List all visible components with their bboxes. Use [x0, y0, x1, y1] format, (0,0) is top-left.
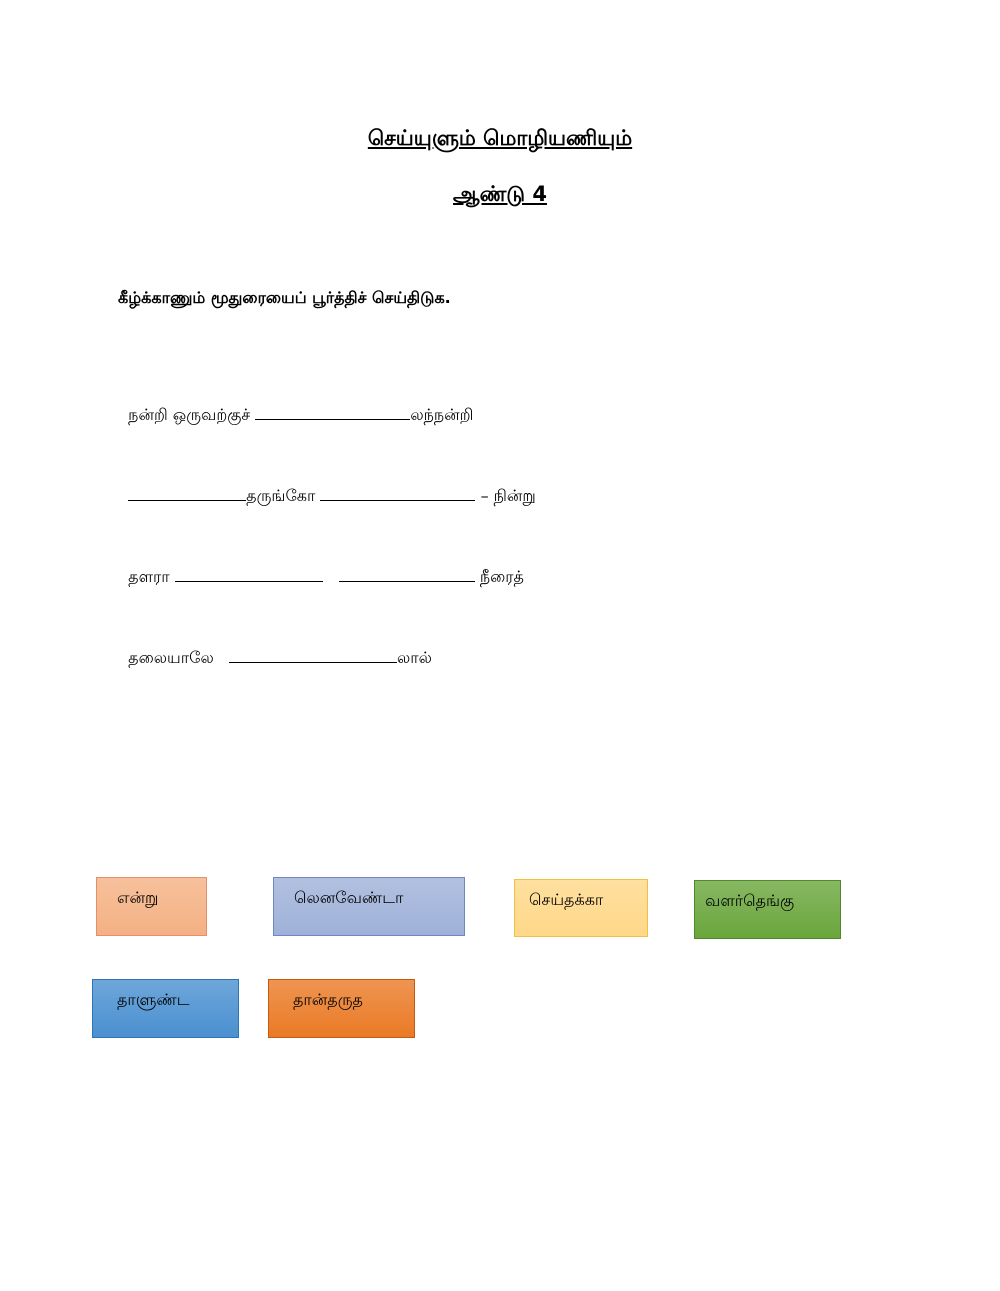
blank-5[interactable] — [339, 567, 475, 582]
word-chip-thaantharutha[interactable]: தான்தருத — [268, 979, 415, 1038]
blank-1[interactable] — [255, 405, 410, 420]
blank-6[interactable] — [229, 648, 397, 663]
verse-line-1-after: லந்நன்றி — [410, 405, 474, 424]
word-chip-valarthengu[interactable]: வளர்தெங்கு — [694, 880, 841, 939]
blank-3[interactable] — [320, 486, 475, 501]
verse-line-4 — [118, 629, 432, 669]
word-chip-lenavendaa[interactable]: லெனவேண்டா — [273, 877, 465, 936]
verse-line-4-after: லால் — [397, 648, 432, 667]
verse-line-4-before: தலையாலே — [128, 648, 229, 667]
blank-2[interactable] — [128, 486, 246, 501]
page-subtitle: ஆண்டு 4 — [453, 182, 547, 206]
word-chip-seythakkaa[interactable]: செய்தக்கா — [514, 879, 648, 937]
verse-line-1-before: நன்றி ஒருவற்குச் — [128, 405, 256, 424]
instruction-text: கீழ்க்காணும் மூதுரையைப் பூர்த்திச் செய்திடுக. — [118, 288, 451, 307]
word-chip-thaalunda[interactable]: தாளுண்ட — [92, 979, 239, 1038]
verse-line-2 — [118, 467, 536, 507]
verse-line-2-middle: தருங்கோ — [246, 486, 321, 505]
page-title: செய்யுளும் மொழியணியும் — [367, 126, 633, 150]
verse-line-3 — [118, 548, 524, 588]
verse-line-2-after: – நின்று — [475, 486, 536, 505]
verse-line-3-after: நீரைத் — [474, 567, 524, 586]
blank-4[interactable] — [175, 567, 323, 582]
verse-line-1 — [118, 386, 473, 426]
verse-line-3-before: தளரா — [128, 567, 175, 586]
word-chip-enru[interactable]: என்று — [96, 877, 207, 936]
